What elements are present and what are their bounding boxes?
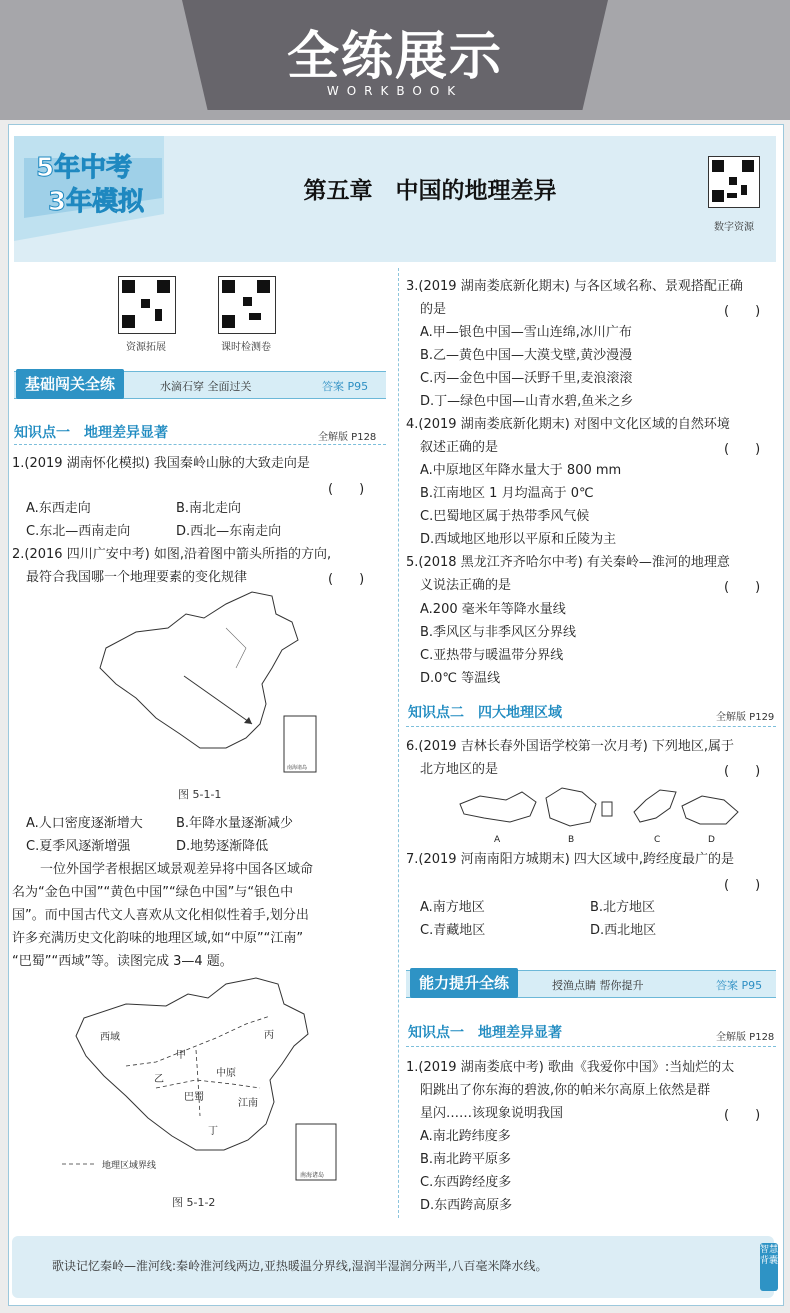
passage-line-5: “巴蜀”“西域”等。读图完成 3—4 题。 xyxy=(12,954,233,969)
q3-option-b[interactable]: B.乙—黄色中国—大漠戈壁,黄沙漫漫 xyxy=(420,348,633,363)
map2-label-jia: 甲 xyxy=(176,1050,186,1061)
q2-stem-line2: 最符合我国哪一个地理要素的变化规律 xyxy=(26,570,248,585)
q3-paren[interactable]: ( ) xyxy=(724,304,761,319)
header-title: 全练展示 xyxy=(286,27,503,87)
kp1-title: 知识点一 地理差异显著 xyxy=(14,425,168,441)
q4-stem-line1: 4.(2019 湖南娄底新化期末) 对图中文化区域的自然环境 xyxy=(406,417,730,432)
kp1-line xyxy=(14,444,386,446)
ability-answer-ref: 答案 P95 xyxy=(716,979,763,992)
choice-c: C xyxy=(654,835,661,845)
q2-figure-caption: 图 5-1-1 xyxy=(178,788,222,801)
choice-a: A xyxy=(494,835,501,845)
q2-option-a[interactable]: A.人口密度逐渐增大 xyxy=(26,816,143,831)
q3-stem-line1: 3.(2019 湖南娄底新化期末) 与各区域名称、景观搭配正确 xyxy=(406,279,743,294)
memory-tip-text: 歌诀记忆秦岭—淮河线:秦岭淮河线两边,亚热暖温分界线,湿润半湿润分两半,八百毫米降水线。 xyxy=(52,1259,548,1273)
q8-option-b[interactable]: B.南北跨平原多 xyxy=(420,1152,512,1167)
shape-d xyxy=(682,796,738,824)
q4-option-d[interactable]: D.西域地区地形以平原和丘陵为主 xyxy=(420,532,617,547)
q4-stem-line2: 叙述正确的是 xyxy=(420,440,499,455)
q7-option-a[interactable]: A.南方地区 xyxy=(420,900,485,915)
region-boundary-3 xyxy=(196,1050,200,1116)
q6-stem-line2: 北方地区的是 xyxy=(420,762,499,777)
q5-option-b[interactable]: B.季风区与非季风区分界线 xyxy=(420,625,577,640)
arrow-line xyxy=(184,676,252,724)
qr-lesson-test[interactable] xyxy=(218,276,276,334)
shape-a xyxy=(460,792,536,822)
q7-option-c[interactable]: C.青藏地区 xyxy=(420,923,486,938)
q8-stem-line3: 星闪……该现象说明我国 xyxy=(420,1106,564,1121)
digital-qr-code[interactable] xyxy=(708,156,760,208)
q3-option-c[interactable]: C.丙—金色中国—沃野千里,麦浪滚滚 xyxy=(420,371,633,386)
digital-resource-label: 数字资源 xyxy=(714,222,754,233)
q2-stem-line1: 2.(2016 四川广安中考) 如图,沿着图中箭头所指的方向, xyxy=(12,547,332,562)
region-boundary-1 xyxy=(126,1016,270,1066)
shape-c xyxy=(634,790,676,822)
q5-stem-line1: 5.(2018 黑龙江齐齐哈尔中考) 有关秦岭—淮河的地理意 xyxy=(406,555,730,570)
ability-section-motto: 授渔点睛 帮你提升 xyxy=(552,979,644,992)
q2-option-d[interactable]: D.地势逐渐降低 xyxy=(176,839,269,854)
q3-stem-line2: 的是 xyxy=(420,302,447,317)
basic-section-motto: 水滴石穿 全面过关 xyxy=(160,380,252,393)
q2-option-b[interactable]: B.年降水量逐渐减少 xyxy=(176,816,294,831)
map2-label-bashu: 巴蜀 xyxy=(184,1092,204,1103)
kp2-line xyxy=(406,726,776,728)
q1-option-b[interactable]: B.南北走向 xyxy=(176,501,242,516)
q5-paren[interactable]: ( ) xyxy=(724,580,761,595)
china-map-1 xyxy=(76,588,326,778)
china-outline-1 xyxy=(100,592,298,748)
q7-paren[interactable]: ( ) xyxy=(724,878,761,893)
q6-stem-line1: 6.(2019 吉林长春外国语学校第一次月考) 下列地区,属于 xyxy=(406,739,735,754)
choice-b: B xyxy=(568,835,575,845)
q8-paren[interactable]: ( ) xyxy=(724,1108,761,1123)
q5-option-a[interactable]: A.200 毫米年等降水量线 xyxy=(420,602,566,617)
q2-option-c[interactable]: C.夏季风逐渐增强 xyxy=(26,839,131,854)
q5-option-c[interactable]: C.亚热带与暖温带分界线 xyxy=(420,648,564,663)
passage-line-1: 一位外国学者根据区域景观差异将中国各区域命 xyxy=(40,862,314,877)
qr-label-2: 课时检测卷 xyxy=(221,342,271,353)
q1-paren[interactable]: ( ) xyxy=(328,482,365,497)
q4-option-b[interactable]: B.江南地区 1 月均温高于 0℃ xyxy=(420,486,594,501)
chapter-title: 第五章 中国的地理差异 xyxy=(303,178,557,204)
basic-section-tag: 基础闯关全练 xyxy=(16,369,124,399)
map2-legend: 地理区域界线 xyxy=(102,1161,157,1171)
map2-label-zhongyuan: 中原 xyxy=(216,1068,236,1079)
q8-stem-line2: 阳跳出了你东海的碧波,你的帕米尔高原上依然是群 xyxy=(420,1083,711,1098)
logo-line2: 3年模拟 xyxy=(48,187,145,217)
kp3-ref: 全解版 P128 xyxy=(716,1032,775,1043)
q7-stem: 7.(2019 河南南阳方城期末) 四大区域中,跨经度最广的是 xyxy=(406,852,735,867)
q1-option-a[interactable]: A.东西走向 xyxy=(26,501,91,516)
kp2-ref: 全解版 P129 xyxy=(716,712,775,723)
column-divider xyxy=(398,268,399,1218)
q6-region-shapes xyxy=(450,782,770,848)
ability-section-tag: 能力提升全练 xyxy=(410,968,518,998)
book-logo xyxy=(14,136,164,241)
q8-option-d[interactable]: D.东西跨高原多 xyxy=(420,1198,513,1213)
map2-label-xiyu: 西域 xyxy=(100,1032,120,1043)
qr-resource-expand[interactable] xyxy=(118,276,176,334)
inset-box-1 xyxy=(284,716,316,772)
q8-stem-line1: 1.(2019 湖南娄底中考) 歌曲《我爱你中国》:当灿烂的太 xyxy=(406,1060,735,1075)
kp1-ref: 全解版 P128 xyxy=(318,432,377,443)
q3-option-d[interactable]: D.丁—绿色中国—山青水碧,鱼米之乡 xyxy=(420,394,634,409)
region-boundary-2 xyxy=(156,1080,260,1088)
inset-label-2: 南海诸岛 xyxy=(300,1172,325,1179)
q1-option-d[interactable]: D.西北—东南走向 xyxy=(176,524,282,539)
shape-b-inset xyxy=(602,802,612,816)
china-outline-2 xyxy=(76,978,308,1150)
q8-option-c[interactable]: C.东西跨经度多 xyxy=(420,1175,512,1190)
kp3-title: 知识点一 地理差异显著 xyxy=(408,1025,562,1041)
q4-option-c[interactable]: C.巴蜀地区属于热带季风气候 xyxy=(420,509,590,524)
china-map-2 xyxy=(56,976,346,1186)
passage-line-3: 国”。而中国古代文人喜欢从文化相似性着手,划分出 xyxy=(12,908,309,923)
choice-d: D xyxy=(708,835,715,845)
q5-stem-line2: 义说法正确的是 xyxy=(420,578,512,593)
q7-option-d[interactable]: D.西北地区 xyxy=(590,923,657,938)
q1-option-c[interactable]: C.东北—西南走向 xyxy=(26,524,131,539)
q8-option-a[interactable]: A.南北跨纬度多 xyxy=(420,1129,511,1144)
passage-line-4: 许多充满历史文化韵味的地理区域,如“中原”“江南” xyxy=(12,931,304,946)
kp2-title: 知识点二 四大地理区域 xyxy=(408,705,562,721)
q4-paren[interactable]: ( ) xyxy=(724,442,761,457)
q7-option-b[interactable]: B.北方地区 xyxy=(590,900,656,915)
qr-label-1: 资源拓展 xyxy=(126,342,166,353)
passage-line-2: 名为“金色中国”“黄色中国”“绿色中国”与“银色中 xyxy=(12,885,294,900)
map2-label-jiangnan: 江南 xyxy=(238,1098,258,1109)
q1-stem: 1.(2019 湖南怀化模拟) 我国秦岭山脉的大致走向是 xyxy=(12,456,310,471)
q4-option-a[interactable]: A.中原地区年降水量大于 800 mm xyxy=(420,463,622,478)
header-subtitle: WORKBOOK xyxy=(326,84,464,98)
kp3-line xyxy=(406,1046,776,1048)
map2-caption: 图 5-1-2 xyxy=(172,1196,216,1209)
basic-answer-ref: 答案 P95 xyxy=(322,380,369,393)
inset-label-1: 南海诸岛 xyxy=(287,765,308,771)
shape-b xyxy=(546,788,596,826)
q6-paren[interactable]: ( ) xyxy=(724,764,761,779)
q3-option-a[interactable]: A.甲—银色中国—雪山连绵,冰川广布 xyxy=(420,325,632,340)
logo-line1: 5年中考 xyxy=(36,153,133,183)
inner-boundary xyxy=(226,628,246,668)
wisdom-tab-label: 智慧背囊 xyxy=(760,1245,779,1266)
map2-label-ding: 丁 xyxy=(208,1126,218,1137)
q5-option-d[interactable]: D.0℃ 等温线 xyxy=(420,671,501,686)
map2-label-bing: 丙 xyxy=(264,1030,274,1041)
map2-label-yi: 乙 xyxy=(154,1074,164,1085)
arrow-head xyxy=(244,717,252,724)
q2-paren[interactable]: ( ) xyxy=(328,572,365,587)
